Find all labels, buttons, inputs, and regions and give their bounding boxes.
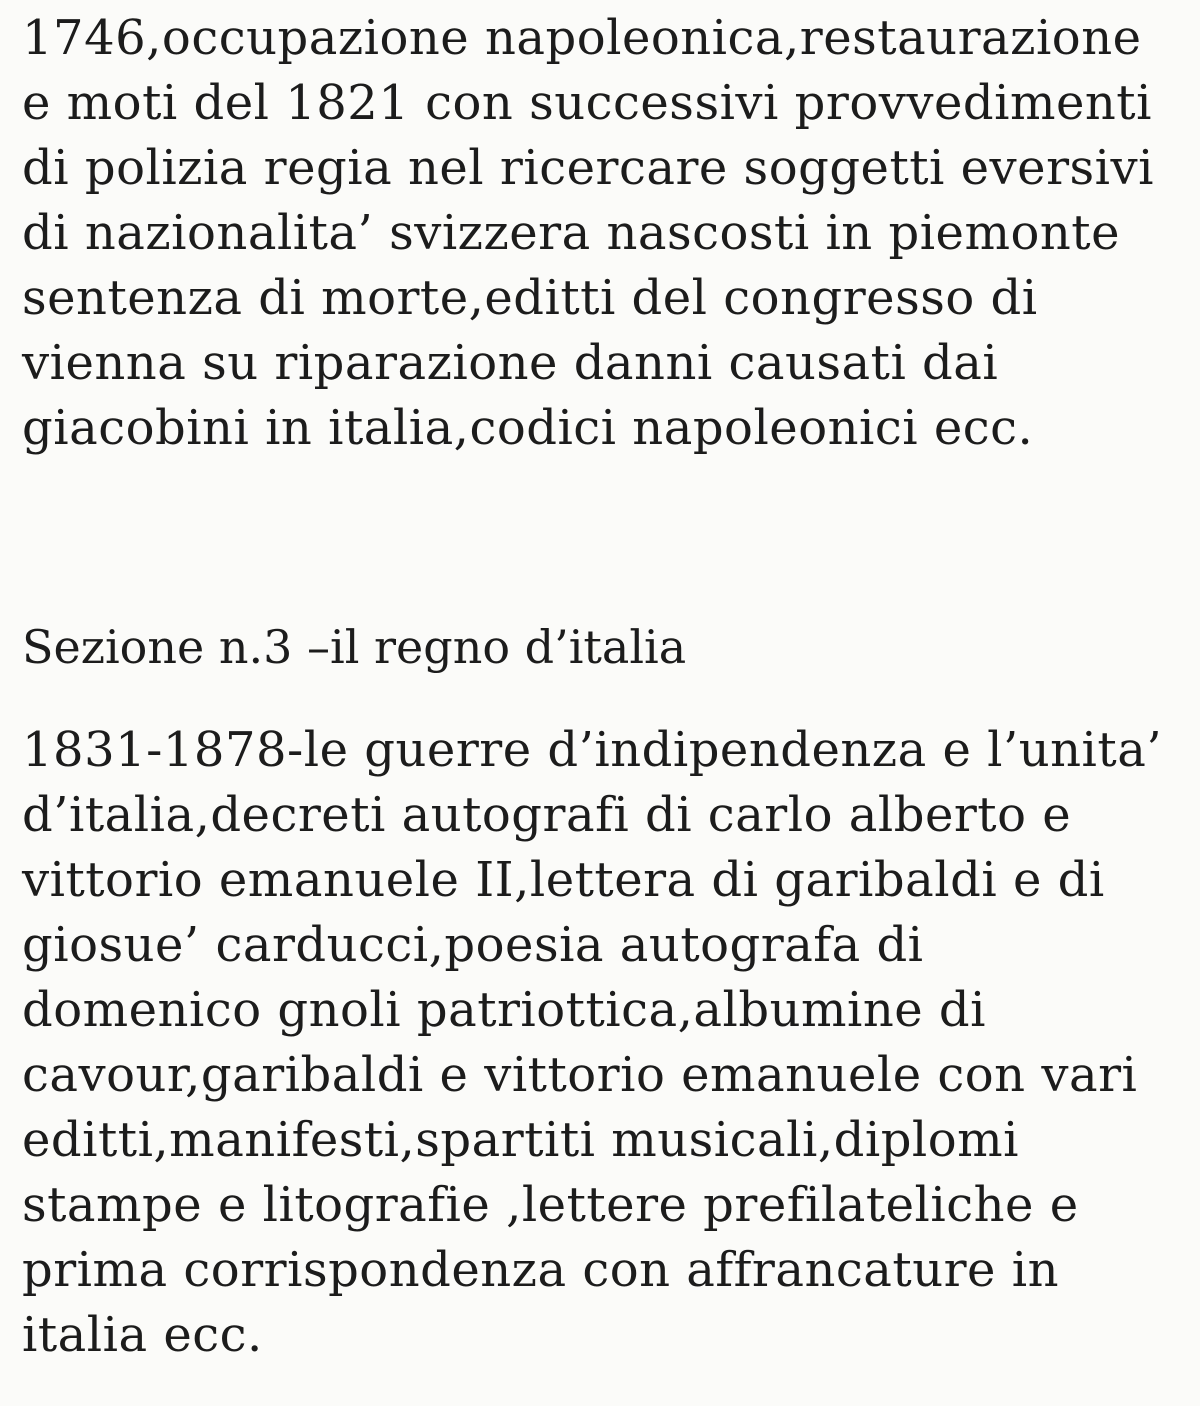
text-line: 1831-1878-le guerre d’indipendenza e l’unita’ bbox=[22, 722, 1163, 778]
text-line: editti,manifesti,spartiti musicali,diplomi bbox=[22, 1112, 1020, 1168]
text-line: d’italia,decreti autografi di carlo alberto e bbox=[22, 787, 1072, 843]
text-line: giosue’ carducci,poesia autografa di bbox=[22, 917, 924, 973]
text-line: vittorio emanuele II,lettera di garibaldi e di bbox=[22, 852, 1105, 908]
text-line: di polizia regia nel ricercare soggetti eversivi bbox=[22, 140, 1154, 196]
text-line: prima corrispondenza con affrancature in bbox=[22, 1242, 1059, 1298]
text-line: cavour,garibaldi e vittorio emanuele con vari bbox=[22, 1047, 1138, 1103]
text-line: di nazionalita’ svizzera nascosti in piemonte bbox=[22, 205, 1120, 261]
text-line: e moti del 1821 con successivi provvedimenti bbox=[22, 75, 1152, 131]
text-line: vienna su riparazione danni causati dai bbox=[22, 335, 999, 391]
section-heading: Sezione n.3 –il regno d’italia bbox=[22, 620, 687, 674]
text-line: giacobini in italia,codici napoleonici ecc. bbox=[22, 400, 1034, 456]
text-line: stampe e litografie ,lettere prefilateliche e bbox=[22, 1177, 1079, 1233]
text-line: 1746,occupazione napoleonica,restaurazione bbox=[22, 10, 1142, 66]
text-line: italia ecc. bbox=[22, 1307, 263, 1363]
section-paragraph bbox=[22, 718, 1163, 1368]
intro-paragraph bbox=[22, 6, 1160, 461]
text-line: domenico gnoli patriottica,albumine di bbox=[22, 982, 986, 1038]
text-line: sentenza di morte,editti del congresso di bbox=[22, 270, 1038, 326]
